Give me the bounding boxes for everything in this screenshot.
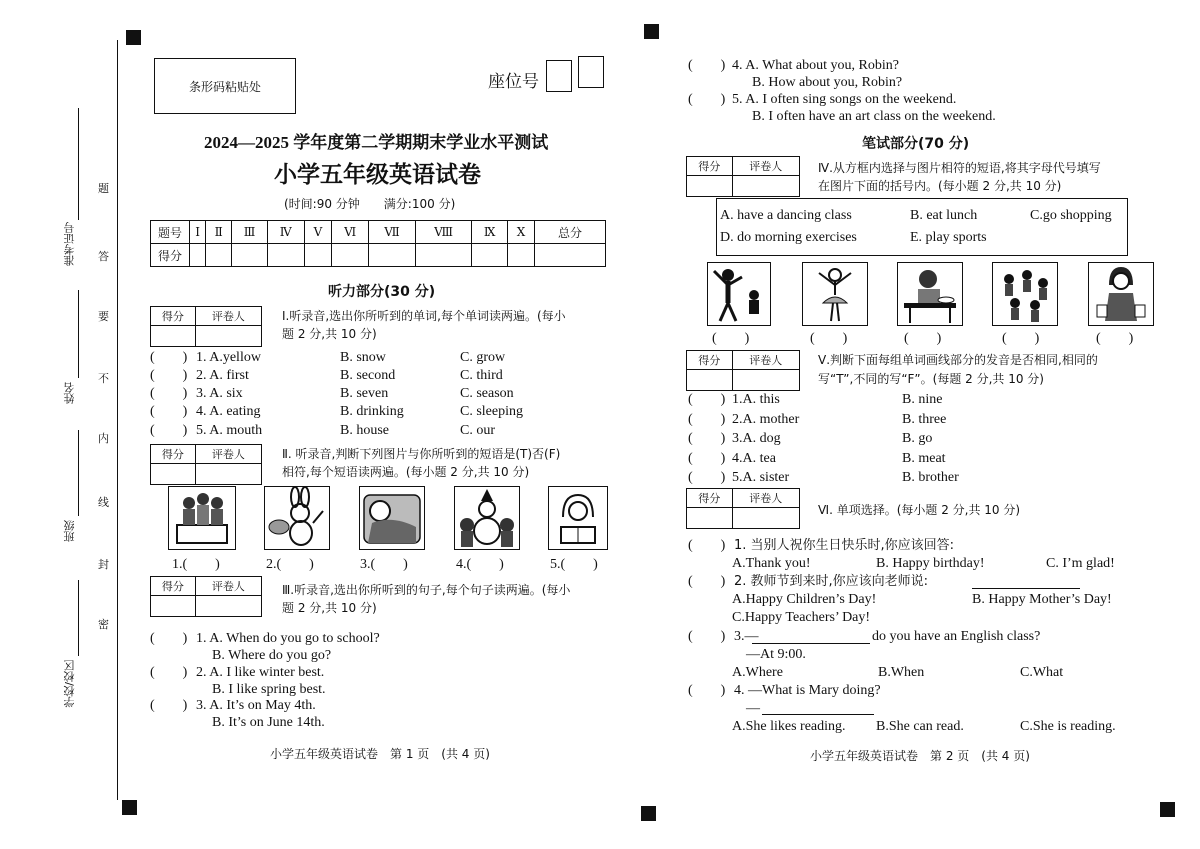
- score-cell[interactable]: [190, 244, 206, 267]
- school-label: 学校/校区: [63, 660, 76, 708]
- question-stem: do you have an English class?: [872, 629, 1041, 644]
- seal-char: 线: [98, 496, 109, 509]
- name-field[interactable]: [78, 290, 79, 378]
- grader-name-label: 评卷人: [732, 157, 799, 176]
- answer-bracket[interactable]: ( ): [150, 368, 188, 383]
- picture-answer[interactable]: 2.( ): [266, 557, 314, 572]
- picture-answer[interactable]: 3.( ): [360, 557, 408, 572]
- sleeping-picture: [359, 486, 425, 550]
- score-col: Ⅳ: [267, 221, 304, 244]
- registration-mark: [641, 806, 656, 821]
- grader-score-cell[interactable]: [151, 326, 196, 347]
- answer-bracket[interactable]: ( ): [688, 412, 726, 427]
- seat-label: 座位号: [488, 72, 539, 92]
- grader-score-cell[interactable]: [687, 370, 733, 391]
- word-b: B. brother: [902, 470, 959, 485]
- score-cell[interactable]: [369, 244, 416, 267]
- grader-name-cell[interactable]: [732, 370, 799, 391]
- answer-bracket[interactable]: ( ): [150, 665, 188, 680]
- rabbit-painting-picture: [264, 486, 330, 550]
- section4-instruction: Ⅳ.从方框内选择与图片相符的短语,将其字母代号填写: [818, 161, 1101, 175]
- option-b: B. snow: [340, 350, 386, 365]
- score-cell[interactable]: [232, 244, 268, 267]
- grader-name-cell[interactable]: [732, 176, 799, 197]
- option-c: C. grow: [460, 350, 506, 365]
- option-a: 4. A. eating: [196, 404, 261, 419]
- dancing-picture: [802, 262, 868, 326]
- option-a: 3. A. It’s on May 4th.: [196, 698, 316, 713]
- grader-name-label: 评卷人: [195, 445, 261, 464]
- answer-bracket[interactable]: ( ): [688, 538, 726, 553]
- section3-instruction: 题 2 分,共 10 分): [282, 601, 377, 615]
- answer-bracket[interactable]: ( ): [150, 631, 188, 646]
- section3-instruction: Ⅲ.听录音,选出你所听到的句子,每个句子读两遍。(每小: [282, 583, 571, 597]
- question-stem: 4. —What is Mary doing?: [734, 683, 881, 698]
- option-a: 5. A. I often sing songs on the weekend.: [732, 92, 957, 107]
- section6-instruction: Ⅵ. 单项选择。(每小题 2 分,共 10 分): [818, 503, 1021, 517]
- phrase-option: A. have a dancing class: [720, 208, 852, 223]
- option-a: 5. A. mouth: [196, 423, 263, 438]
- option-c: C. our: [460, 423, 495, 438]
- score-col: Ⅶ: [369, 221, 416, 244]
- grader-score-label: 得分: [687, 351, 733, 370]
- section1-instruction: Ⅰ.听录音,选出你所听到的单词,每个单词读两遍。(每小: [282, 309, 566, 323]
- grader-name-label: 评卷人: [732, 489, 799, 508]
- picture-answer[interactable]: 5.( ): [550, 557, 598, 572]
- grader-name-label: 评卷人: [732, 351, 799, 370]
- question-stem: 1. 当别人祝你生日快乐时,你应该回答:: [734, 538, 955, 553]
- grader-box: [686, 156, 800, 197]
- score-cell[interactable]: [304, 244, 331, 267]
- picture-blank[interactable]: ( ): [904, 331, 942, 346]
- grader-box: [150, 576, 262, 617]
- score-cell[interactable]: [332, 244, 369, 267]
- grader-score-cell[interactable]: [151, 596, 196, 617]
- section2-instruction: 相符,每个短语读两遍。(每小题 2 分,共 10 分): [282, 465, 530, 479]
- option-a: A.Where: [732, 665, 783, 680]
- score-table-label: 题号: [151, 221, 190, 244]
- option-c: C. I’m glad!: [1046, 556, 1115, 571]
- grader-name-label: 评卷人: [195, 307, 261, 326]
- question-stem: 3.—: [734, 629, 759, 644]
- seal-char: 密: [98, 618, 109, 631]
- answer-bracket[interactable]: ( ): [688, 58, 726, 73]
- class-label: 班级: [63, 520, 76, 542]
- section5-instruction: Ⅴ.判断下面每组单词画线部分的发音是否相同,相同的: [818, 353, 1098, 367]
- section5-instruction: 写“T”,不同的写“F”。(每题 2 分,共 10 分): [818, 372, 1044, 386]
- answer-underline[interactable]: [752, 643, 870, 644]
- sports-illustration: [993, 263, 1057, 325]
- answer-bracket[interactable]: ( ): [688, 392, 726, 407]
- exam-number-label: 准考证号: [63, 222, 76, 266]
- option-b: B. Where do you go?: [212, 648, 332, 663]
- option-a: 4. A. What about you, Robin?: [732, 58, 899, 73]
- option-a: A.Happy Children’s Day!: [732, 592, 877, 607]
- seal-char: 要: [98, 310, 109, 323]
- picture-answer[interactable]: 4.( ): [456, 557, 504, 572]
- registration-mark: [122, 800, 137, 815]
- exam-title: 2024—2025 学年度第二学期期末学业水平测试: [204, 133, 549, 152]
- name-label: 姓名: [63, 382, 76, 404]
- score-col: Ⅹ: [507, 221, 534, 244]
- family-illustration: [169, 487, 235, 549]
- word-b: B. meat: [902, 451, 946, 466]
- reading-illustration: [549, 487, 607, 549]
- rabbit-illustration: [265, 487, 329, 549]
- answer-underline[interactable]: [972, 588, 1080, 589]
- phrase-option: C.go shopping: [1030, 208, 1112, 223]
- score-col: Ⅸ: [472, 221, 508, 244]
- score-cell[interactable]: [535, 244, 606, 267]
- exercise-illustration: [708, 263, 770, 325]
- grader-name-label: 评卷人: [195, 577, 261, 596]
- score-table: [150, 220, 606, 267]
- option-a: 3. A. six: [196, 386, 243, 401]
- answer-bracket[interactable]: ( ): [688, 470, 726, 485]
- grader-score-label: 得分: [151, 445, 196, 464]
- registration-mark: [1160, 802, 1175, 817]
- exercise-picture: [707, 262, 771, 326]
- answer-underline[interactable]: [762, 714, 874, 715]
- option-a: 1. A. When do you go to school?: [196, 631, 380, 646]
- section1-instruction: 题 2 分,共 10 分): [282, 327, 377, 341]
- option-a: 2. A. I like winter best.: [196, 665, 325, 680]
- option-c: C.What: [1020, 665, 1064, 680]
- lunch-illustration: [898, 263, 962, 325]
- score-cell[interactable]: [415, 244, 471, 267]
- phrase-option: B. eat lunch: [910, 208, 978, 223]
- picture-answer[interactable]: 1.( ): [172, 557, 220, 572]
- binding-line: [117, 40, 118, 800]
- score-col: Ⅲ: [232, 221, 268, 244]
- paper-title: 小学五年级英语试卷: [274, 162, 481, 187]
- seal-char: 内: [98, 432, 109, 445]
- grader-score-label: 得分: [151, 307, 196, 326]
- answer-bracket[interactable]: ( ): [150, 698, 188, 713]
- word-a: 3.A. dog: [732, 431, 781, 446]
- option-c: C.She is reading.: [1020, 719, 1116, 734]
- answer-bracket[interactable]: ( ): [150, 423, 188, 438]
- option-a: A.She likes reading.: [732, 719, 846, 734]
- grader-name-cell[interactable]: [195, 596, 261, 617]
- grader-score-label: 得分: [687, 489, 733, 508]
- answer-bracket[interactable]: ( ): [688, 683, 726, 698]
- answer-bracket[interactable]: ( ): [688, 574, 726, 589]
- grader-name-cell[interactable]: [732, 508, 799, 529]
- seat-box[interactable]: [578, 56, 604, 88]
- option-b: B. drinking: [340, 404, 404, 419]
- registration-mark: [126, 30, 141, 45]
- option-b: B. It’s on June 14th.: [212, 715, 325, 730]
- word-b: B. three: [902, 412, 947, 427]
- written-header: 笔试部分(70 分): [862, 136, 970, 152]
- shopping-picture: [1088, 262, 1154, 326]
- grader-name-cell[interactable]: [195, 464, 261, 485]
- score-cell[interactable]: [267, 244, 304, 267]
- word-a: 1.A. this: [732, 392, 780, 407]
- score-col: Ⅰ: [190, 221, 206, 244]
- option-b: B. How about you, Robin?: [752, 75, 903, 90]
- snowman-illustration: [455, 487, 519, 549]
- shopping-illustration: [1089, 263, 1153, 325]
- grader-score-cell[interactable]: [151, 464, 196, 485]
- option-a: 2. A. first: [196, 368, 249, 383]
- section2-instruction: Ⅱ. 听录音,判断下列图片与你所听到的短语是(T)否(F): [282, 447, 561, 461]
- picture-blank[interactable]: ( ): [810, 331, 848, 346]
- school-field[interactable]: [78, 580, 79, 656]
- option-a: 1. A.yellow: [196, 350, 261, 365]
- grader-score-label: 得分: [687, 157, 733, 176]
- score-table-score-row: [151, 244, 606, 267]
- seat-box[interactable]: [546, 60, 572, 92]
- option-b: B.She can read.: [876, 719, 964, 734]
- score-col: 总分: [535, 221, 606, 244]
- option-b: B. I often have an art class on the weekend.: [752, 109, 996, 124]
- page-footer: 小学五年级英语试卷 第 1 页 (共 4 页): [270, 747, 490, 761]
- picture-blank[interactable]: ( ): [712, 331, 750, 346]
- snowman-picture: [454, 486, 520, 550]
- sleeping-illustration: [360, 487, 424, 549]
- score-table-header-row: [151, 221, 606, 244]
- answer-bracket[interactable]: ( ): [150, 404, 188, 419]
- registration-mark: [644, 24, 659, 39]
- option-b: B. house: [340, 423, 389, 438]
- option-b: B. Happy Mother’s Day!: [972, 592, 1112, 607]
- option-c: C. season: [460, 386, 514, 401]
- answer-bracket[interactable]: ( ): [688, 451, 726, 466]
- grader-box: [686, 488, 800, 529]
- barcode-label: 条形码粘贴处: [188, 79, 261, 94]
- class-field[interactable]: [78, 430, 79, 516]
- question-reply: —: [746, 701, 760, 716]
- option-b: B. seven: [340, 386, 389, 401]
- score-col: Ⅷ: [415, 221, 471, 244]
- answer-bracket[interactable]: ( ): [688, 629, 726, 644]
- grader-score-cell[interactable]: [687, 176, 733, 197]
- grader-score-label: 得分: [151, 577, 196, 596]
- word-a: 4.A. tea: [732, 451, 776, 466]
- listening-header: 听力部分(30 分): [328, 284, 436, 300]
- seal-char: 不: [98, 372, 109, 385]
- answer-bracket[interactable]: ( ): [688, 92, 726, 107]
- barcode-area: [154, 58, 296, 114]
- score-col: Ⅱ: [206, 221, 232, 244]
- seal-char: 封: [98, 558, 109, 571]
- score-cell[interactable]: [206, 244, 232, 267]
- answer-bracket[interactable]: ( ): [150, 386, 188, 401]
- section4-instruction: 在图片下面的括号内。(每小题 2 分,共 10 分): [818, 179, 1062, 193]
- picture-blank[interactable]: ( ): [1096, 331, 1134, 346]
- grader-box: [686, 350, 800, 391]
- word-a: 2.A. mother: [732, 412, 800, 427]
- time-info: (时间:90 分钟 满分:100 分): [284, 197, 456, 211]
- reading-picture: [548, 486, 608, 550]
- phrase-option: E. play sports: [910, 230, 987, 245]
- seal-char: 题: [98, 182, 109, 195]
- score-cell[interactable]: [472, 244, 508, 267]
- option-b: B.When: [878, 665, 925, 680]
- seal-char: 答: [98, 250, 109, 263]
- dancing-illustration: [803, 263, 867, 325]
- word-b: B. go: [902, 431, 933, 446]
- option-c: C.Happy Teachers’ Day!: [732, 610, 871, 625]
- question-reply: —At 9:00.: [746, 647, 806, 662]
- answer-bracket[interactable]: ( ): [688, 431, 726, 446]
- option-a: A.Thank you!: [732, 556, 811, 571]
- option-c: C. sleeping: [460, 404, 523, 419]
- sports-picture: [992, 262, 1058, 326]
- score-table-label: 得分: [151, 244, 190, 267]
- family-picture: [168, 486, 236, 550]
- word-a: 5.A. sister: [732, 470, 790, 485]
- option-b: B. Happy birthday!: [876, 556, 985, 571]
- lunch-picture: [897, 262, 963, 326]
- option-b: B. I like spring best.: [212, 682, 326, 697]
- answer-bracket[interactable]: ( ): [150, 350, 188, 365]
- grader-box: [150, 306, 262, 347]
- score-col: Ⅵ: [332, 221, 369, 244]
- question-stem: 2. 教师节到来时,你应该向老师说:: [734, 574, 929, 589]
- grader-name-cell[interactable]: [195, 326, 261, 347]
- option-c: C. third: [460, 368, 503, 383]
- phrase-option: D. do morning exercises: [720, 230, 857, 245]
- word-b: B. nine: [902, 392, 943, 407]
- option-b: B. second: [340, 368, 396, 383]
- picture-blank[interactable]: ( ): [1002, 331, 1040, 346]
- grader-box: [150, 444, 262, 485]
- grader-score-cell[interactable]: [687, 508, 733, 529]
- score-cell[interactable]: [507, 244, 534, 267]
- score-col: Ⅴ: [304, 221, 331, 244]
- exam-number-field[interactable]: [78, 108, 79, 220]
- page-footer: 小学五年级英语试卷 第 2 页 (共 4 页): [810, 749, 1030, 763]
